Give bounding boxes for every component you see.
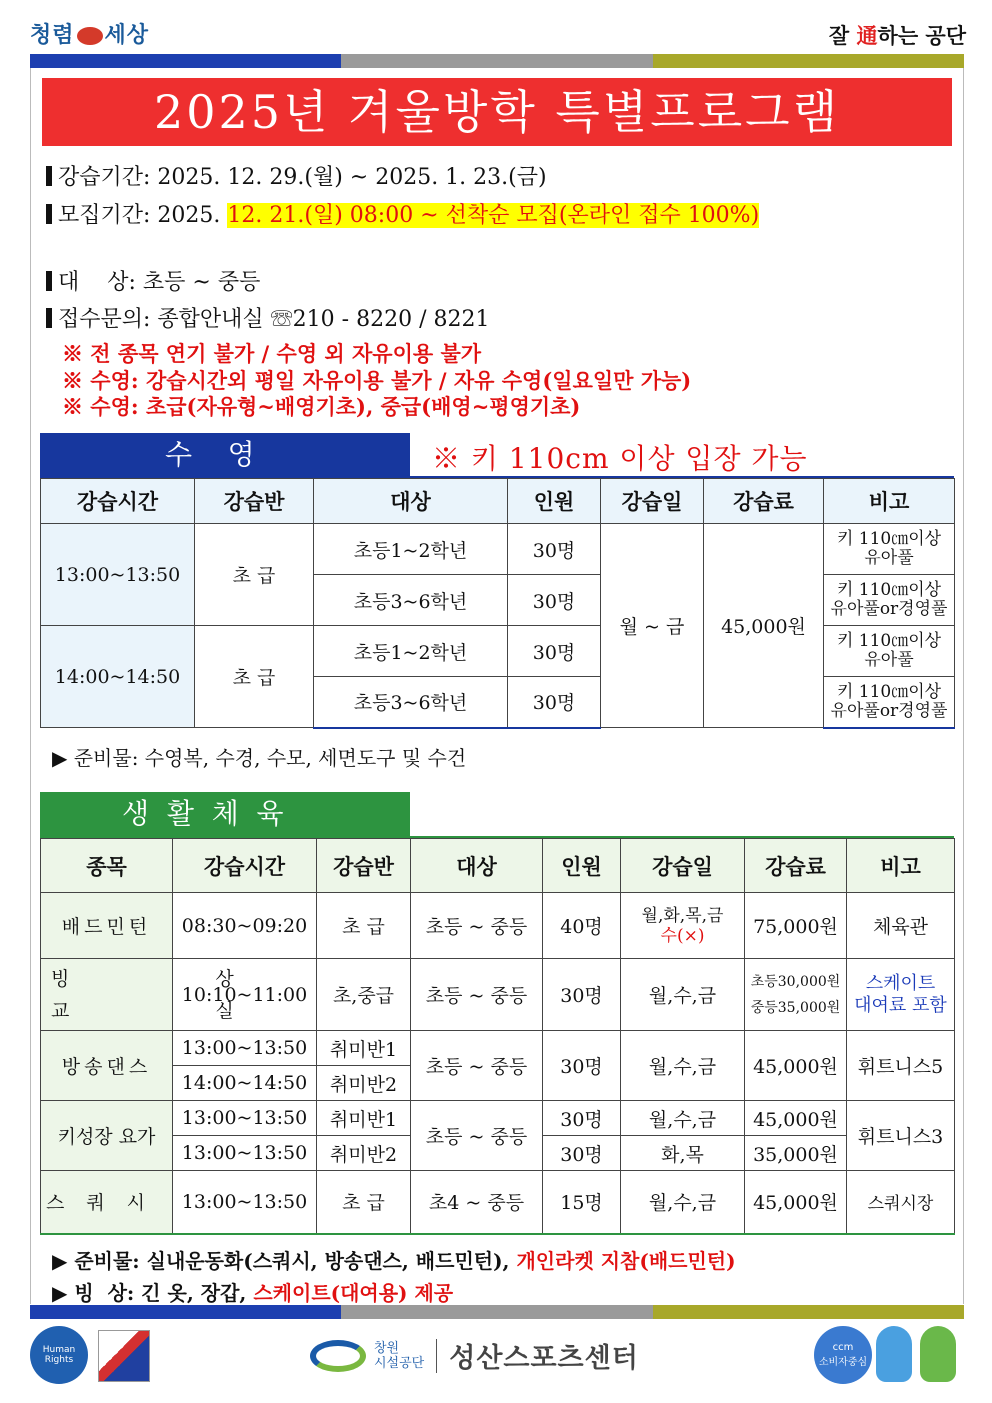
class-remark: 키 110㎝이상 유아풀 xyxy=(824,626,955,677)
class-target: 초등1~2학년 xyxy=(314,524,508,575)
class-fee: 35,000원 xyxy=(745,1136,847,1171)
class-capacity: 30명 xyxy=(508,575,601,626)
class-capacity: 30명 xyxy=(543,1101,621,1136)
bullet-mark xyxy=(46,204,52,224)
class-remark: 키 110㎝이상 유아풀 xyxy=(824,524,955,575)
class-capacity: 30명 xyxy=(543,1031,621,1101)
table-row xyxy=(41,524,955,575)
subject-name: 키성장 요가 xyxy=(41,1101,173,1171)
col-header: 강습시간 xyxy=(41,479,195,524)
human-rights-badge: Human Rights xyxy=(30,1326,88,1384)
subject-name: 빙 상 교 실 xyxy=(41,959,173,1031)
period-line: 강습기간: 2025. 12. 29.(월) ~ 2025. 1. 23.(금) xyxy=(46,160,547,191)
class-days: 월 ~ 금 xyxy=(601,524,704,728)
swim-height-notice: ※ 키 110cm 이상 입장 가능 xyxy=(432,442,808,475)
skating-prep-note: ▶ 빙 상: 긴 옷, 장갑, 스케이트(대여용) 제공 xyxy=(52,1281,454,1305)
swim-table xyxy=(40,478,955,729)
class-remark: 키 110㎝이상 유아풀or경영풀 xyxy=(824,677,955,728)
col-header: 종목 xyxy=(41,839,173,893)
recruit-line: 모집기간: 2025. 12. 21.(일) 08:00 ~ 선착순 모집(온라인 접수 100%) xyxy=(46,198,759,229)
class-remark: 키 110㎝이상 유아풀or경영풀 xyxy=(824,575,955,626)
notice-3: ※ 수영: 초급(자유형~배영기초), 중급(배영~평영기초) xyxy=(62,394,581,419)
center-logo xyxy=(310,1336,639,1375)
class-fee: 45,000원 xyxy=(745,1171,847,1234)
class-days: 월,수,금 xyxy=(621,959,745,1031)
col-header: 인원 xyxy=(543,839,621,893)
class-level: 초 급 xyxy=(317,893,411,959)
col-header: 대상 xyxy=(411,839,543,893)
class-remark: 휘트니스5 xyxy=(847,1031,955,1101)
class-fee: 45,000원 xyxy=(745,1101,847,1136)
class-target: 초등 ~ 중등 xyxy=(411,959,543,1031)
integrity-logo: 청렴 세상 xyxy=(30,23,150,48)
swim-section-heading: 수 영 xyxy=(40,433,410,477)
recruit-highlight: 12. 21.(일) 08:00 ~ 선착순 모집(온라인 접수 100%) xyxy=(227,203,760,228)
class-capacity: 15명 xyxy=(543,1171,621,1234)
table-header-row xyxy=(41,479,955,524)
class-capacity: 30명 xyxy=(508,524,601,575)
class-level: 초,중급 xyxy=(317,959,411,1031)
bullet-mark xyxy=(46,271,52,291)
class-days: 월,수,금 xyxy=(621,1101,745,1136)
class-remark: 스쿼시장 xyxy=(847,1171,955,1234)
class-level: 취미반1 xyxy=(317,1101,411,1136)
class-days: 월,수,금 xyxy=(621,1171,745,1234)
swim-prep-note: ▶ 준비물: 수영복, 수경, 수모, 세면도구 및 수건 xyxy=(52,746,467,770)
class-capacity: 30명 xyxy=(508,677,601,728)
class-level: 초 급 xyxy=(195,524,314,626)
contact-line: 접수문의: 종합안내실 ☏210 - 8220 / 8221 xyxy=(46,302,489,333)
class-target: 초등3~6학년 xyxy=(314,575,508,626)
class-time: 14:00~14:50 xyxy=(41,626,195,728)
notice-2: ※ 수영: 강습시간외 평일 자유이용 불가 / 자유 수영(일요일만 가능) xyxy=(62,368,692,393)
table-row xyxy=(41,893,955,959)
logo-divider xyxy=(436,1339,437,1373)
class-fee: 45,000원 xyxy=(704,524,824,728)
class-target: 초등 ~ 중등 xyxy=(411,893,543,959)
col-header: 비고 xyxy=(847,839,955,893)
class-time: 14:00~14:50 xyxy=(173,1066,317,1101)
class-time: 13:00~13:50 xyxy=(173,1171,317,1234)
class-capacity: 30명 xyxy=(543,1136,621,1171)
life-table xyxy=(40,838,955,1235)
col-header: 강습일 xyxy=(601,479,704,524)
bullet-mark xyxy=(46,308,52,328)
certification-flag-icon xyxy=(98,1330,150,1382)
class-level: 초 급 xyxy=(317,1171,411,1234)
subject-name: 배드민턴 xyxy=(41,893,173,959)
life-section-heading: 생 활 체 육 xyxy=(40,792,410,836)
class-fee: 초등30,000원 중등35,000원 xyxy=(745,959,847,1031)
subject-name: 방송댄스 xyxy=(41,1031,173,1101)
class-remark: 스케이트 대여료 포함 xyxy=(847,959,955,1031)
corporation-name: 창원 시설공단 xyxy=(374,1340,425,1371)
ccm-badge: ccm 소비자중심 xyxy=(814,1326,872,1384)
class-fee: 75,000원 xyxy=(745,893,847,959)
top-color-bar xyxy=(30,54,964,68)
class-days: 화,목 xyxy=(621,1136,745,1171)
col-header: 강습시간 xyxy=(173,839,317,893)
subject-name: 스쿼시 xyxy=(41,1171,173,1234)
slogan: 잘 通하는 공단 xyxy=(828,24,966,48)
col-header: 인원 xyxy=(508,479,601,524)
logo-emblem-icon xyxy=(77,27,103,45)
col-header: 강습료 xyxy=(704,479,824,524)
col-header: 비고 xyxy=(824,479,955,524)
corporation-swoosh-icon xyxy=(310,1340,366,1372)
class-level: 취미반2 xyxy=(317,1066,411,1101)
col-header: 대상 xyxy=(314,479,508,524)
table-row xyxy=(41,1031,955,1066)
class-time: 08:30~09:20 xyxy=(173,893,317,959)
class-time: 13:00~13:50 xyxy=(173,1031,317,1066)
target-line: 대 상: 초등 ~ 중등 xyxy=(46,265,260,296)
class-target: 초등 ~ 중등 xyxy=(411,1031,543,1101)
table-row xyxy=(41,1171,955,1234)
class-fee: 45,000원 xyxy=(745,1031,847,1101)
class-level: 취미반2 xyxy=(317,1136,411,1171)
table-row xyxy=(41,959,955,1031)
class-time: 10:10~11:00 xyxy=(173,959,317,1031)
bullet-mark xyxy=(46,166,52,186)
class-target: 초등3~6학년 xyxy=(314,677,508,728)
class-time: 13:00~13:50 xyxy=(173,1101,317,1136)
class-level: 초 급 xyxy=(195,626,314,728)
class-level: 취미반1 xyxy=(317,1031,411,1066)
class-remark: 휘트니스3 xyxy=(847,1101,955,1171)
class-target: 초4 ~ 중등 xyxy=(411,1171,543,1234)
col-header: 강습료 xyxy=(745,839,847,893)
class-capacity: 30명 xyxy=(543,959,621,1031)
class-target: 초등1~2학년 xyxy=(314,626,508,677)
center-name: 성산스포츠센터 xyxy=(449,1343,639,1374)
table-row xyxy=(41,1101,955,1136)
mascot-blue-icon xyxy=(876,1326,912,1382)
class-time: 13:00~13:50 xyxy=(173,1136,317,1171)
class-remark: 체육관 xyxy=(847,893,955,959)
table-header-row xyxy=(41,839,955,893)
col-header: 강습반 xyxy=(317,839,411,893)
bottom-color-bar xyxy=(30,1305,964,1319)
class-days: 월,화,목,금 수(×) xyxy=(621,893,745,959)
class-capacity: 30명 xyxy=(508,626,601,677)
col-header: 강습일 xyxy=(621,839,745,893)
class-days: 월,수,금 xyxy=(621,1031,745,1101)
mascot-green-icon xyxy=(920,1326,956,1382)
class-capacity: 40명 xyxy=(543,893,621,959)
class-target: 초등 ~ 중등 xyxy=(411,1101,543,1171)
class-time: 13:00~13:50 xyxy=(41,524,195,626)
notice-1: ※ 전 종목 연기 불가 / 수영 외 자유이용 불가 xyxy=(62,341,482,366)
page-title: 2025년 겨울방학 특별프로그램 xyxy=(42,78,952,146)
life-prep-note: ▶ 준비물: 실내운동화(스쿼시, 방송댄스, 배드민턴), 개인라켓 지참(배드민턴) xyxy=(52,1249,736,1273)
col-header: 강습반 xyxy=(195,479,314,524)
